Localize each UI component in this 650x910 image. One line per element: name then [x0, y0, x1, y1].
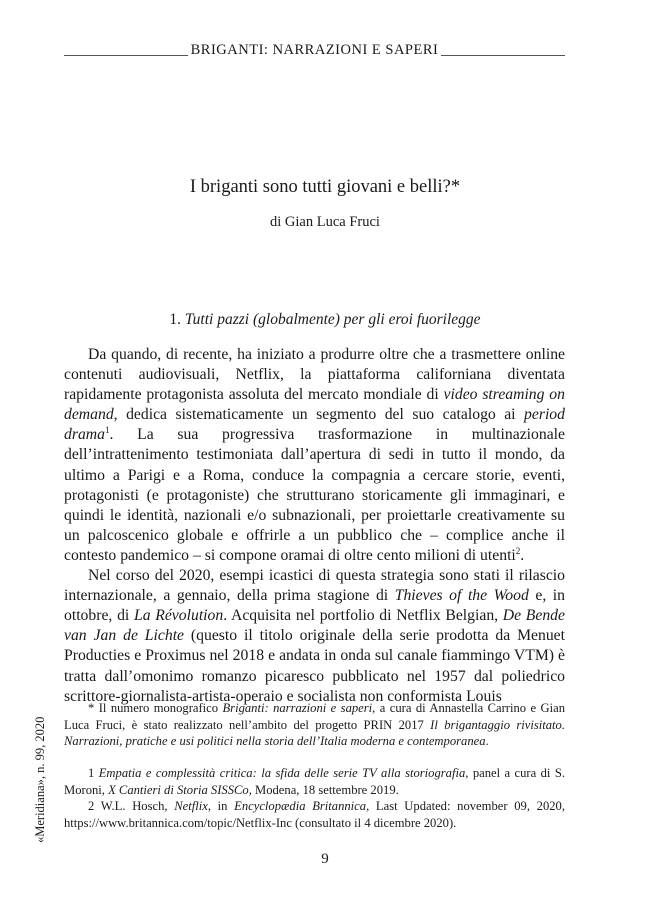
paragraph-1	[64, 345, 565, 566]
text-run-italic: period drama	[64, 406, 565, 444]
text-run-italic: Il brigantaggio rivisitato. Narrazioni, pratiche e usi politici nella storia dell’Italia moderna e contemporanea	[64, 717, 565, 748]
section-title: Tutti pazzi (globalmente) per gli eroi fuorilegge	[184, 311, 481, 328]
text-run: , Modena, 18 settembre 2019.	[248, 782, 399, 797]
text-run: , dedica sistematicamente un segmento del suo catalogo ai	[113, 406, 525, 424]
text-run: .	[485, 734, 489, 748]
text-run: e, in ottobre, di	[64, 587, 565, 625]
article-byline: di Gian Luca Fruci	[270, 214, 380, 230]
section-heading	[0, 311, 650, 329]
text-run-italic: Briganti: narrazioni e saperi	[222, 701, 373, 715]
journal-side-label: «Meridiana», n. 99, 2020	[33, 716, 47, 843]
running-header	[64, 42, 565, 59]
text-run-italic: Thieves of the Wood	[394, 587, 529, 605]
footnote-star-text	[64, 700, 565, 750]
footnotes	[64, 765, 565, 831]
text-run-italic: Netflix	[174, 799, 208, 813]
text-run: .	[520, 546, 525, 564]
body-text	[64, 345, 565, 707]
article-title: I briganti sono tutti giovani e belli?*	[189, 177, 461, 197]
footnote-number: 2	[88, 799, 95, 813]
text-run: , Last Updated: november 09, 2020, https://www.britannica.com/topic/Netflix-Inc (consultato il 4 dicembre 2020).	[64, 799, 565, 830]
header-rule-left	[64, 55, 188, 56]
text-run: (questo il titolo originale della serie prodotta da Menuet Producties e Proximus nel 2018 e andata in onda sul canale fiammingo VTM) è tratta dall’omonimo romanzo picaresco pubblicato nel 1957 dal poliedrico scrittore-giornalista-artista-operaio e socialista non conformista Louis	[64, 627, 565, 705]
running-header-text: BRIGANTI: NARRAZIONI E SAPERI	[190, 42, 439, 58]
header-rule-right	[441, 55, 565, 56]
text-run: . Acquisita nel portfolio di Netflix Belgian,	[223, 607, 503, 625]
page-number: 9	[321, 851, 329, 867]
footnote-star	[64, 700, 565, 750]
text-run: Nel corso del 2020, esempi icastici di questa strategia sono stati il rilascio internazionale, a gennaio, della prima stagione di	[64, 567, 565, 605]
footnote-1	[64, 765, 565, 798]
text-run-italic: Encyclopædia Britannica	[234, 799, 367, 813]
footnote-number: 1	[88, 766, 95, 780]
text-run: W.L. Hosch,	[100, 799, 175, 813]
text-run-italic: De Bende van Jan de Lichte	[64, 607, 565, 645]
section-number: 1.	[169, 311, 182, 328]
text-run-italic: La Révolution	[133, 607, 224, 625]
text-run-italic: video streaming on demand	[64, 386, 565, 424]
text-run: Da quando, di recente, ha iniziato a produrre oltre che a trasmettere online contenuti audiovisuali, Netflix, la piattaforma californiana diventata rapidamente protagonista assoluta del mercato mondiale di	[64, 346, 565, 404]
text-run-italic: X Cantieri di Storia SISSCo	[108, 782, 249, 797]
footnote-ref-2[interactable]: 2	[515, 545, 521, 556]
footnote-ref-1[interactable]: 1	[104, 425, 110, 436]
text-run: , in	[207, 799, 235, 813]
text-run: * Il numero monografico	[88, 701, 223, 715]
text-run: . La sua progressiva trasformazione in multinazionale dell’intrattenimento testimoniata dall’apertura di sedi in tutto il mondo, da ultimo a Parigi e a Roma, conduce la compagnia a cercare storie, eventi, protagonisti (e protagoniste) che strutturano storicamente gli immaginari, e quindi le identità, nazionali e/o subnazionali, per proiettarle creativamente su un palcoscenico globale e offrirle a un pubblico che – complice anche il contesto pandemico – si compone oramai di oltre cento milioni di utenti	[64, 426, 565, 564]
paragraph-2	[64, 566, 565, 707]
text-run: , a cura di Annastella Carrino e Gian Luca Fruci, è stato realizzato nell’ambito del progetto PRIN 2017	[64, 701, 565, 732]
text-run: , panel a cura di S. Moroni,	[64, 766, 565, 797]
text-run-italic: Empatia e complessità critica: la sfida delle serie TV alla storiografia	[98, 766, 466, 780]
footnote-2	[64, 798, 565, 831]
